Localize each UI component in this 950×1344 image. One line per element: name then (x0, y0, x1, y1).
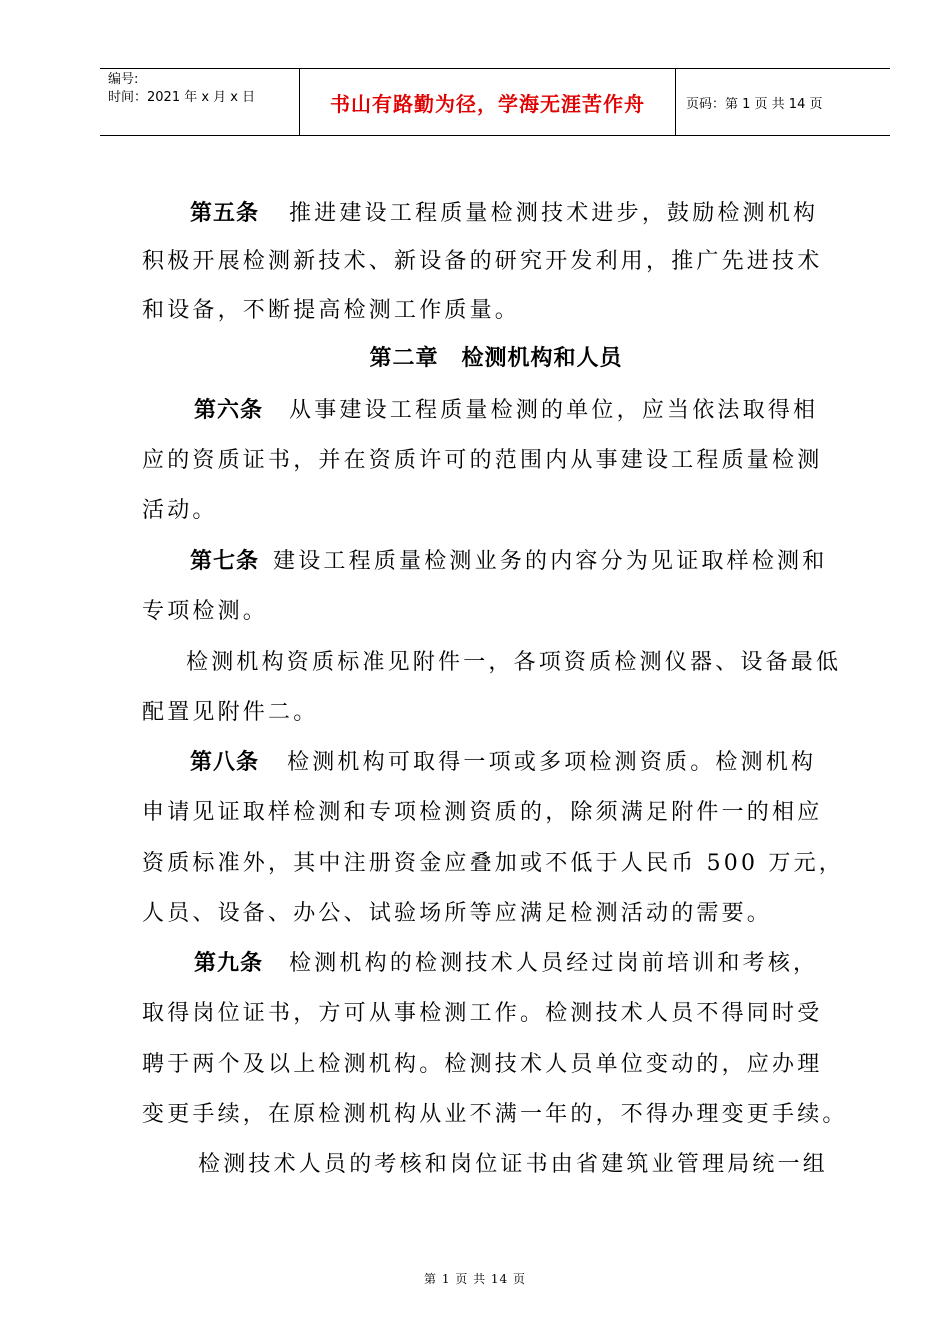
time-label: 时间：2021 年 x 月 x 日 (108, 90, 256, 105)
article-5-line-1 (190, 188, 818, 240)
number-label: 编号: (108, 72, 139, 87)
article-9-line-1 (194, 938, 818, 990)
article-6-title: 第六条 (194, 398, 264, 423)
article-9-line-4: 变更手续，在原检测机构从业不满一年的，不得办理变更手续。 (142, 1102, 848, 1127)
page-header (100, 68, 890, 136)
article-6-line-3: 活动。 (142, 498, 218, 523)
article-9-line-2: 取得岗位证书，方可从事检测工作。检测技术人员不得同时受 (142, 1001, 823, 1026)
assessment-line-1: 检测技术人员的考核和岗位证书由省建筑业管理局统一组 (198, 1152, 829, 1177)
article-6-text-1: 从事建设工程质量检测的单位，应当依法取得相 (289, 398, 819, 423)
header-meta-cell (100, 69, 300, 135)
article-7-text-1: 建设工程质量检测业务的内容分为见证取样检测和 (273, 549, 828, 574)
article-6-line-2: 应的资质证书，并在资质许可的范围内从事建设工程质量检测 (142, 448, 823, 473)
article-8-text-1: 检测机构可取得一项或多项检测资质。检测机构 (287, 750, 817, 775)
motto-text: 书山有路勤为径，学海无涯苦作舟 (330, 91, 645, 116)
header-page-cell (676, 69, 890, 135)
article-7-line-1 (190, 536, 827, 588)
article-7-title: 第七条 (190, 549, 260, 574)
attachments-line-2: 配置见附件二。 (142, 700, 319, 725)
article-7-line-2: 专项检测。 (142, 599, 269, 624)
article-8-line-4: 人员、设备、办公、试验场所等应满足检测活动的需要。 (142, 901, 773, 926)
article-5-line-2: 积极开展检测新技术、新设备的研究开发利用，推广先进技术 (142, 249, 823, 274)
page-label: 页码：第 1 页 共 14 页 (686, 96, 823, 112)
article-8-line-2: 申请见证取样检测和专项检测资质的，除须满足附件一的相应 (142, 800, 823, 825)
header-motto-cell (300, 69, 676, 135)
article-8-line-1 (190, 737, 816, 789)
page-footer: 第 1 页 共 14 页 (424, 1272, 526, 1286)
article-5-title: 第五条 (190, 201, 260, 226)
article-5-text-1: 推进建设工程质量检测技术进步，鼓励检测机构 (289, 201, 819, 226)
article-6-line-1 (194, 385, 818, 437)
article-5-line-3: 和设备，不断提高检测工作质量。 (142, 298, 521, 323)
article-9-line-3: 聘于两个及以上检测机构。检测技术人员单位变动的，应办理 (142, 1052, 823, 1077)
article-8-line-3: 资质标准外，其中注册资金应叠加或不低于人民币 500 万元， (142, 851, 844, 876)
attachments-line-1: 检测机构资质标准见附件一，各项资质检测仪器、设备最低 (186, 650, 842, 675)
article-8-title: 第八条 (190, 750, 260, 775)
article-9-text-1: 检测机构的检测技术人员经过岗前培训和考核， (289, 951, 819, 976)
article-9-title: 第九条 (194, 951, 264, 976)
chapter-2-heading: 第二章 检测机构和人员 (369, 346, 623, 371)
